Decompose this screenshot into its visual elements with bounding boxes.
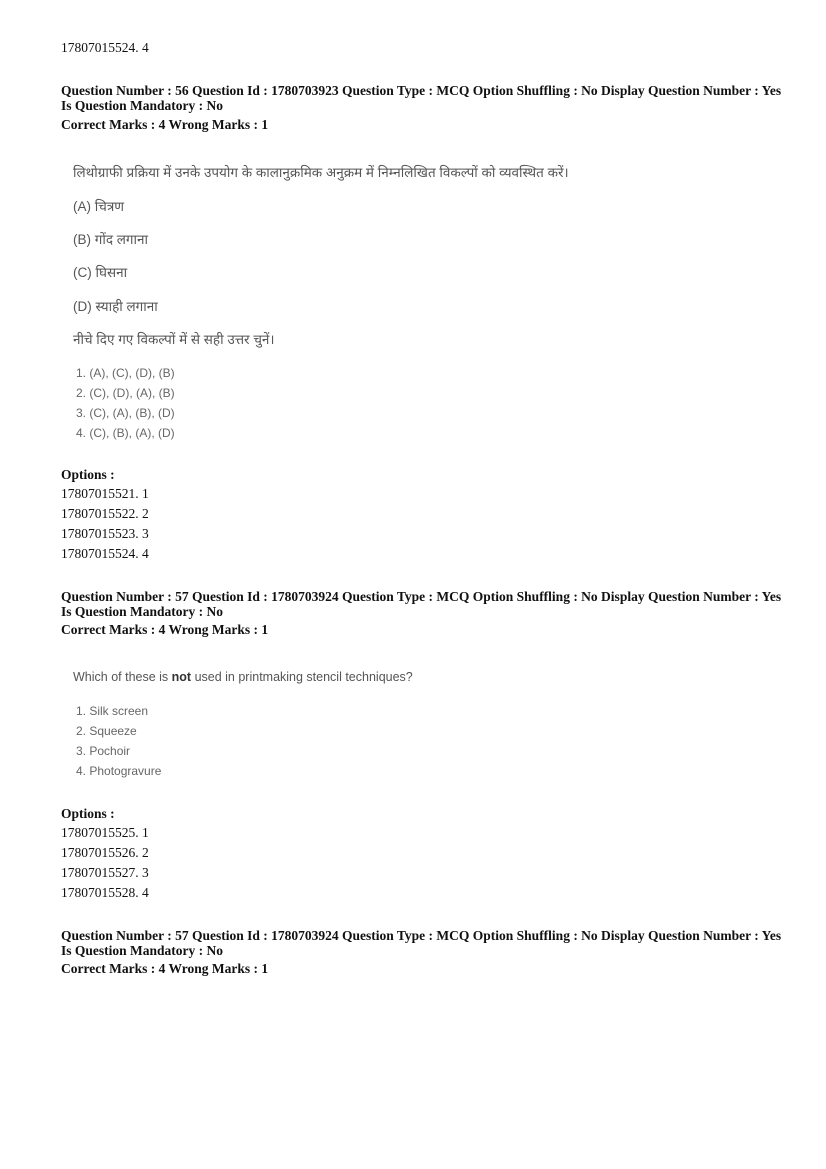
option-line: 17807015526. 2 <box>61 845 149 860</box>
option-line: 17807015524. 4 <box>61 546 149 561</box>
question-header: Question Number : 57 Question Id : 1780703924 Question Type : MCQ Option Shuffling : No Display Question Number : Yes <box>61 928 782 943</box>
question-choice: 2. (C), (D), (A), (B) <box>76 386 175 400</box>
option-line: 17807015521. 1 <box>61 486 149 501</box>
option-line: 17807015528. 4 <box>61 885 149 900</box>
question-choice: 1. (A), (C), (D), (B) <box>76 366 175 380</box>
question-stem: लिथोग्राफी प्रक्रिया में उनके उपयोग के कालानुक्रमिक अनुक्रम में निम्नलिखित विकल्पों को व्यवस्थित करें। <box>73 165 569 180</box>
question-choice: 3. Pochoir <box>76 744 131 758</box>
question-marks: Correct Marks : 4 Wrong Marks : 1 <box>61 622 269 637</box>
options-label: Options : <box>61 806 115 821</box>
question-item: (A) चित्रण <box>73 199 125 214</box>
stem-text: used in printmaking stencil techniques? <box>191 670 413 684</box>
question-mandatory: Is Question Mandatory : No <box>61 943 224 958</box>
option-line: 17807015527. 3 <box>61 865 149 880</box>
question-item: (B) गोंद लगाना <box>73 232 149 247</box>
question-choice: 4. (C), (B), (A), (D) <box>76 426 175 440</box>
question-marks: Correct Marks : 4 Wrong Marks : 1 <box>61 961 269 976</box>
question-mandatory: Is Question Mandatory : No <box>61 98 224 113</box>
question-choice: 2. Squeeze <box>76 724 137 738</box>
option-line: 17807015523. 3 <box>61 526 149 541</box>
question-instruction: नीचे दिए गए विकल्पों में से सही उत्तर चुनें। <box>73 332 275 347</box>
question-item: (D) स्याही लगाना <box>73 299 158 314</box>
question-stem <box>73 670 413 684</box>
stem-emphasis: not <box>171 670 192 684</box>
question-choice: 4. Photogravure <box>76 764 162 778</box>
options-label: Options : <box>61 467 115 482</box>
option-line: 17807015525. 1 <box>61 825 149 840</box>
option-line: 17807015524. 4 <box>61 40 149 55</box>
stem-text: Which of these is <box>73 670 172 684</box>
question-header: Question Number : 56 Question Id : 1780703923 Question Type : MCQ Option Shuffling : No Display Question Number : Yes <box>61 83 782 98</box>
question-marks: Correct Marks : 4 Wrong Marks : 1 <box>61 117 269 132</box>
question-item: (C) घिसना <box>73 265 128 280</box>
question-choice: 3. (C), (A), (B), (D) <box>76 406 175 420</box>
question-choice: 1. Silk screen <box>76 704 149 718</box>
option-line: 17807015522. 2 <box>61 506 149 521</box>
question-mandatory: Is Question Mandatory : No <box>61 604 224 619</box>
question-header: Question Number : 57 Question Id : 1780703924 Question Type : MCQ Option Shuffling : No Display Question Number : Yes <box>61 589 782 604</box>
